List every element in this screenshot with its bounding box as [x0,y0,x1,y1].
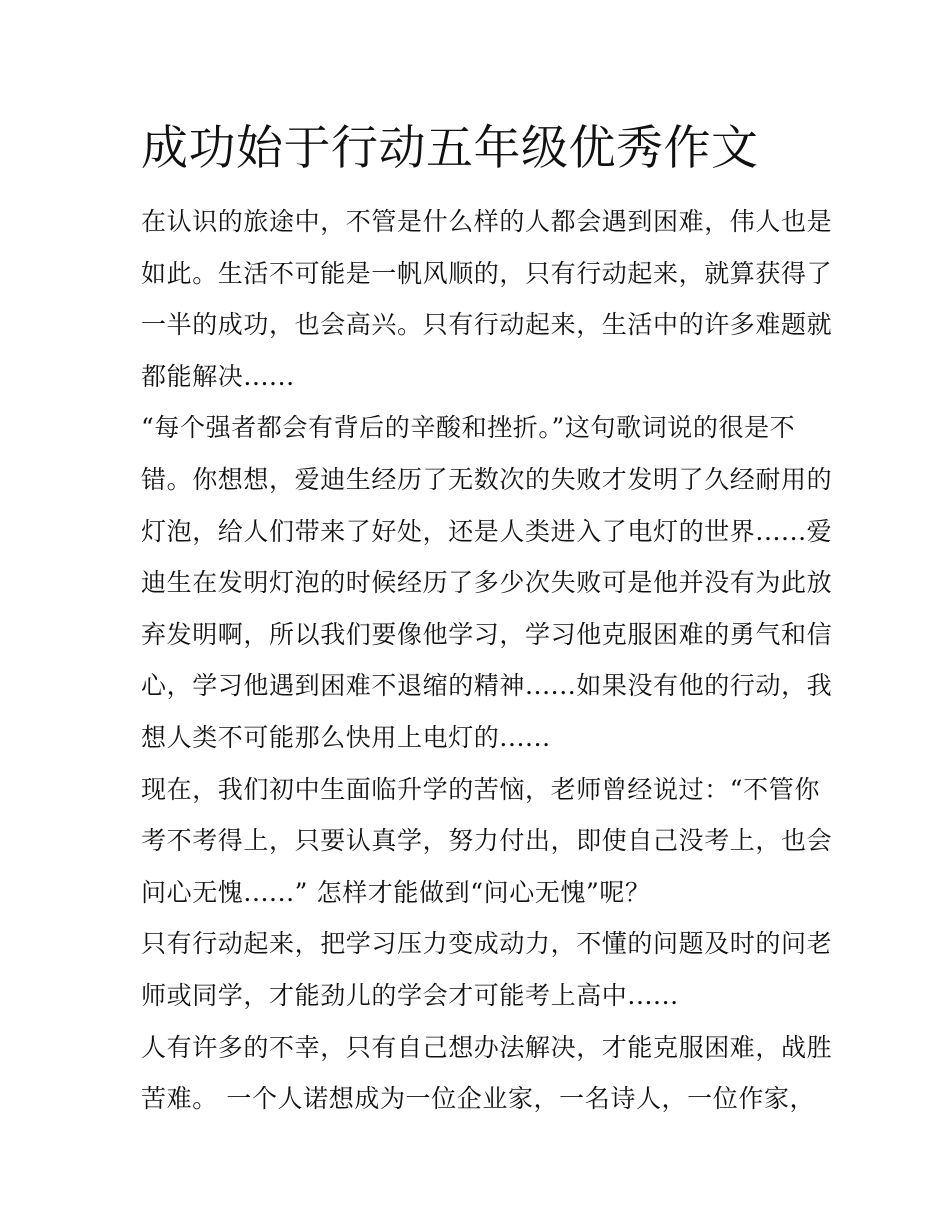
text-line: 心，学习他遇到困难不退缩的精神......如果没有他的行动，我 [141,671,833,701]
text-line: 人有许多的不幸，只有自己想办法解决，才能克服困难，战胜 [141,1032,833,1062]
text-line: 错。你想想，爱迪生经历了无数次的失败才发明了久经耐用的 [141,464,833,494]
text-line: 考不考得上，只要认真学，努力付出，即使自己没考上，也会 [141,826,833,856]
paragraph-2 [141,402,833,763]
text-line: 只有行动起来，把学习压力变成动力，不懂的问题及时的问老 [141,929,833,959]
text-line: 迪生在发明灯泡的时候经历了多少次失败可是他并没有为此放 [141,568,833,598]
text-line: 都能解决...... [141,361,295,391]
text-line: 在认识的旅途中，不管是什么样的人都会遇到困难，伟人也是 [141,207,833,236]
text-line: 如此。生活不可能是一帆风顺的，只有行动起来，就算获得了 [141,258,833,288]
document-body [141,112,833,1125]
text-line: 灯泡，给人们带来了好处，还是人类进入了电灯的世界......爱 [141,516,833,546]
text-line: 问心无愧......” 怎样才能做到“问心无愧”呢？ [141,877,651,907]
text-line: 苦难。 一个人诺想成为一位企业家，一名诗人，一位作家， [141,1084,816,1114]
text-line: 想人类不可能那么快用上电灯的...... [141,722,551,752]
text-line: “每个强者都会有背后的辛酸和挫折。”这句歌词说的很是不 [141,413,796,443]
paragraph-4 [141,918,833,1021]
page-title: 成功始于行动五年级优秀作文 [141,121,759,176]
text-line: 现在，我们初中生面临升学的苦恼，老师曾经说过：“不管你 [141,774,820,804]
text-line: 弃发明啊，所以我们要像他学习，学习他克服困难的勇气和信 [141,619,833,649]
paragraph-1 [141,196,833,402]
text-line: 师或同学，才能劲儿的学会才可能考上高中...... [141,980,679,1010]
paragraph-5 [141,1022,833,1125]
paragraph-3 [141,764,833,919]
text-line: 一半的成功，也会高兴。只有行动起来，生活中的许多难题就 [141,310,833,340]
